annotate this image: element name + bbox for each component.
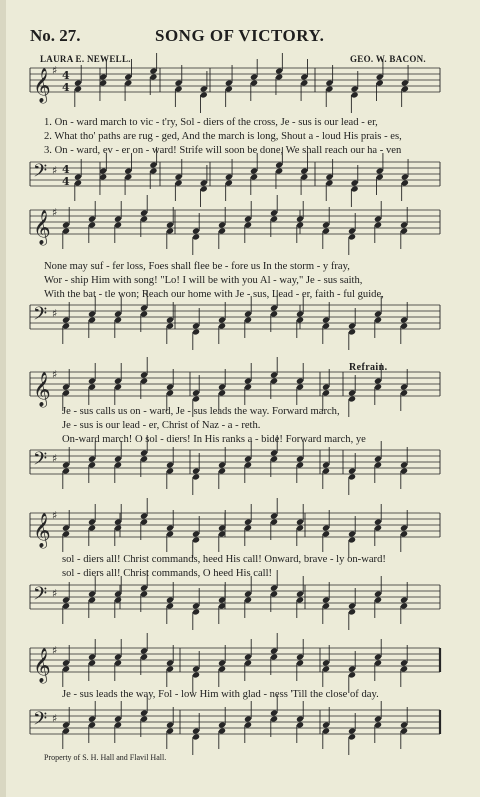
sharp-icon: ♯: [52, 368, 58, 381]
lyric-line: None may suf - fer loss, Foes shall flee be - fore us In the storm - y fray,: [44, 261, 350, 272]
sharp-icon: ♯: [52, 164, 58, 177]
lyric-line: 1. On - ward march to vic - t'ry, Sol - diers of the cross, Je - sus is our lead - er,: [44, 117, 378, 128]
sharp-icon: ♯: [52, 644, 58, 657]
sharp-icon: ♯: [52, 587, 58, 600]
sharp-icon: ♯: [52, 206, 58, 219]
bass-clef-icon: 𝄢: [33, 449, 48, 474]
bass-clef-icon: 𝄢: [33, 709, 48, 734]
copyright-notice: Property of S. H. Hall and Flavil Hall.: [44, 753, 167, 762]
lyricist-credit: LAURA E. NEWELL.: [40, 54, 131, 64]
sharp-icon: ♯: [52, 307, 58, 320]
sharp-icon: ♯: [52, 452, 58, 465]
time-signature: 4: [62, 69, 70, 82]
refrain-label: Refrain.: [349, 362, 388, 373]
sharp-icon: ♯: [52, 64, 58, 77]
sharp-icon: ♯: [52, 712, 58, 725]
treble-clef-icon: 𝄞: [33, 68, 51, 103]
treble-clef-icon: 𝄞: [33, 648, 51, 683]
time-signature: 4: [62, 175, 70, 188]
bass-clef-icon: 𝄢: [33, 161, 48, 186]
hymn-number: No. 27.: [30, 26, 81, 45]
time-signature: 4: [62, 81, 70, 94]
bass-clef-icon: 𝄢: [33, 584, 48, 609]
treble-clef-icon: 𝄞: [33, 513, 51, 548]
treble-clef-icon: 𝄞: [33, 210, 51, 245]
composer-credit: GEO. W. BACON.: [350, 54, 426, 64]
lyric-line: On-ward march! O sol - diers! In His ranks a - bide! Forward march, ye: [62, 434, 366, 445]
lyric-line: Je - sus is our lead - er, Christ of Naz - a - reth.: [62, 420, 261, 431]
lyric-line: With the bat - tle won; Reach our home with Je - sus, Lead - er, faith - ful guide,: [44, 289, 384, 300]
lyric-line: Je - sus leads the way, Fol - low Him with glad - ness 'Till the close of day.: [62, 689, 379, 700]
lyric-line: 2. What tho' paths are rug - ged, And the march is long, Shout a - loud His prais - es,: [44, 131, 402, 142]
treble-clef-icon: 𝄞: [33, 372, 51, 407]
lyric-line: 3. On - ward, ev - er on - ward! Strife will soon be done, We shall reach our ha - ven: [44, 145, 402, 156]
bass-clef-icon: 𝄢: [33, 304, 48, 329]
lyric-line: sol - diers all! Christ commands, O heed His call!: [62, 568, 273, 579]
hymn-title: SONG OF VICTORY.: [155, 26, 325, 45]
time-signature: 4: [62, 163, 70, 176]
lyric-line: Wor - ship Him with song! "Lo! I will be with you Al - way," Je - sus saith,: [44, 275, 363, 286]
lyric-line: Je - sus calls us on - ward, Je - sus leads the way. Forward march,: [62, 406, 340, 417]
lyric-line: sol - diers all! Christ commands, heed His call! Onward, brave - ly on-ward!: [62, 554, 386, 565]
sharp-icon: ♯: [52, 509, 58, 522]
